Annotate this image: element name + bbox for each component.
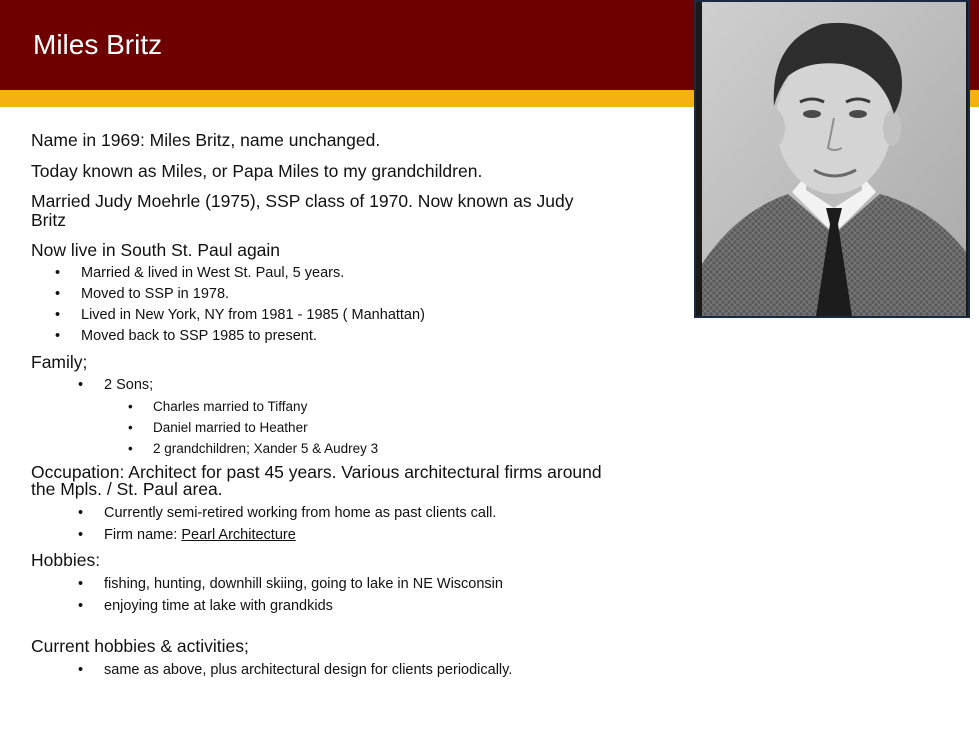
list-item: • 2 grandchildren; Xander 5 & Audrey 3 xyxy=(31,441,631,456)
list-item: • Daniel married to Heather xyxy=(31,420,631,435)
current-heading: Current hobbies & activities; xyxy=(31,636,249,656)
firm-link[interactable]: Pearl Architecture xyxy=(181,527,296,543)
live-heading: Now live in South St. Paul again xyxy=(31,240,281,260)
portrait-photo xyxy=(694,0,970,318)
list-item: • Charles married to Tiffany xyxy=(31,399,631,414)
list-item: • enjoying time at lake with grandkids xyxy=(31,598,631,614)
list-item-firm xyxy=(31,527,631,543)
list-item: • 2 Sons; xyxy=(31,377,631,393)
list-item: • Currently semi-retired working from home as past clients call. xyxy=(31,505,631,521)
name-line: Name in 1969: Miles Britz, name unchanged. xyxy=(31,130,381,150)
list-item: • same as above, plus architectural design for clients periodically. xyxy=(31,662,631,678)
married-line: Married Judy Moehrle (1975), SSP class of 1970. Now known as Judy Britz xyxy=(31,191,574,230)
known-as-line: Today known as Miles, or Papa Miles to my grandchildren. xyxy=(31,161,483,181)
family-heading: Family; xyxy=(31,352,88,372)
profile-content xyxy=(31,131,631,678)
list-item: • Moved back to SSP 1985 to present. xyxy=(31,328,631,344)
list-item: • Married & lived in West St. Paul, 5 years. xyxy=(31,265,631,281)
list-item: • Lived in New York, NY from 1981 - 1985 ( Manhattan) xyxy=(31,307,631,323)
hobbies-heading: Hobbies: xyxy=(31,550,101,570)
firm-label: Firm name: xyxy=(104,527,182,543)
slide-title: Miles Britz xyxy=(33,29,163,60)
list-item: • Moved to SSP in 1978. xyxy=(31,286,631,302)
list-item: • fishing, hunting, downhill skiing, going to lake in NE Wisconsin xyxy=(31,576,631,592)
occupation-heading: Occupation: Architect for past 45 years. Various architectural firms around the Mpls. / St. Paul area. xyxy=(31,462,602,499)
